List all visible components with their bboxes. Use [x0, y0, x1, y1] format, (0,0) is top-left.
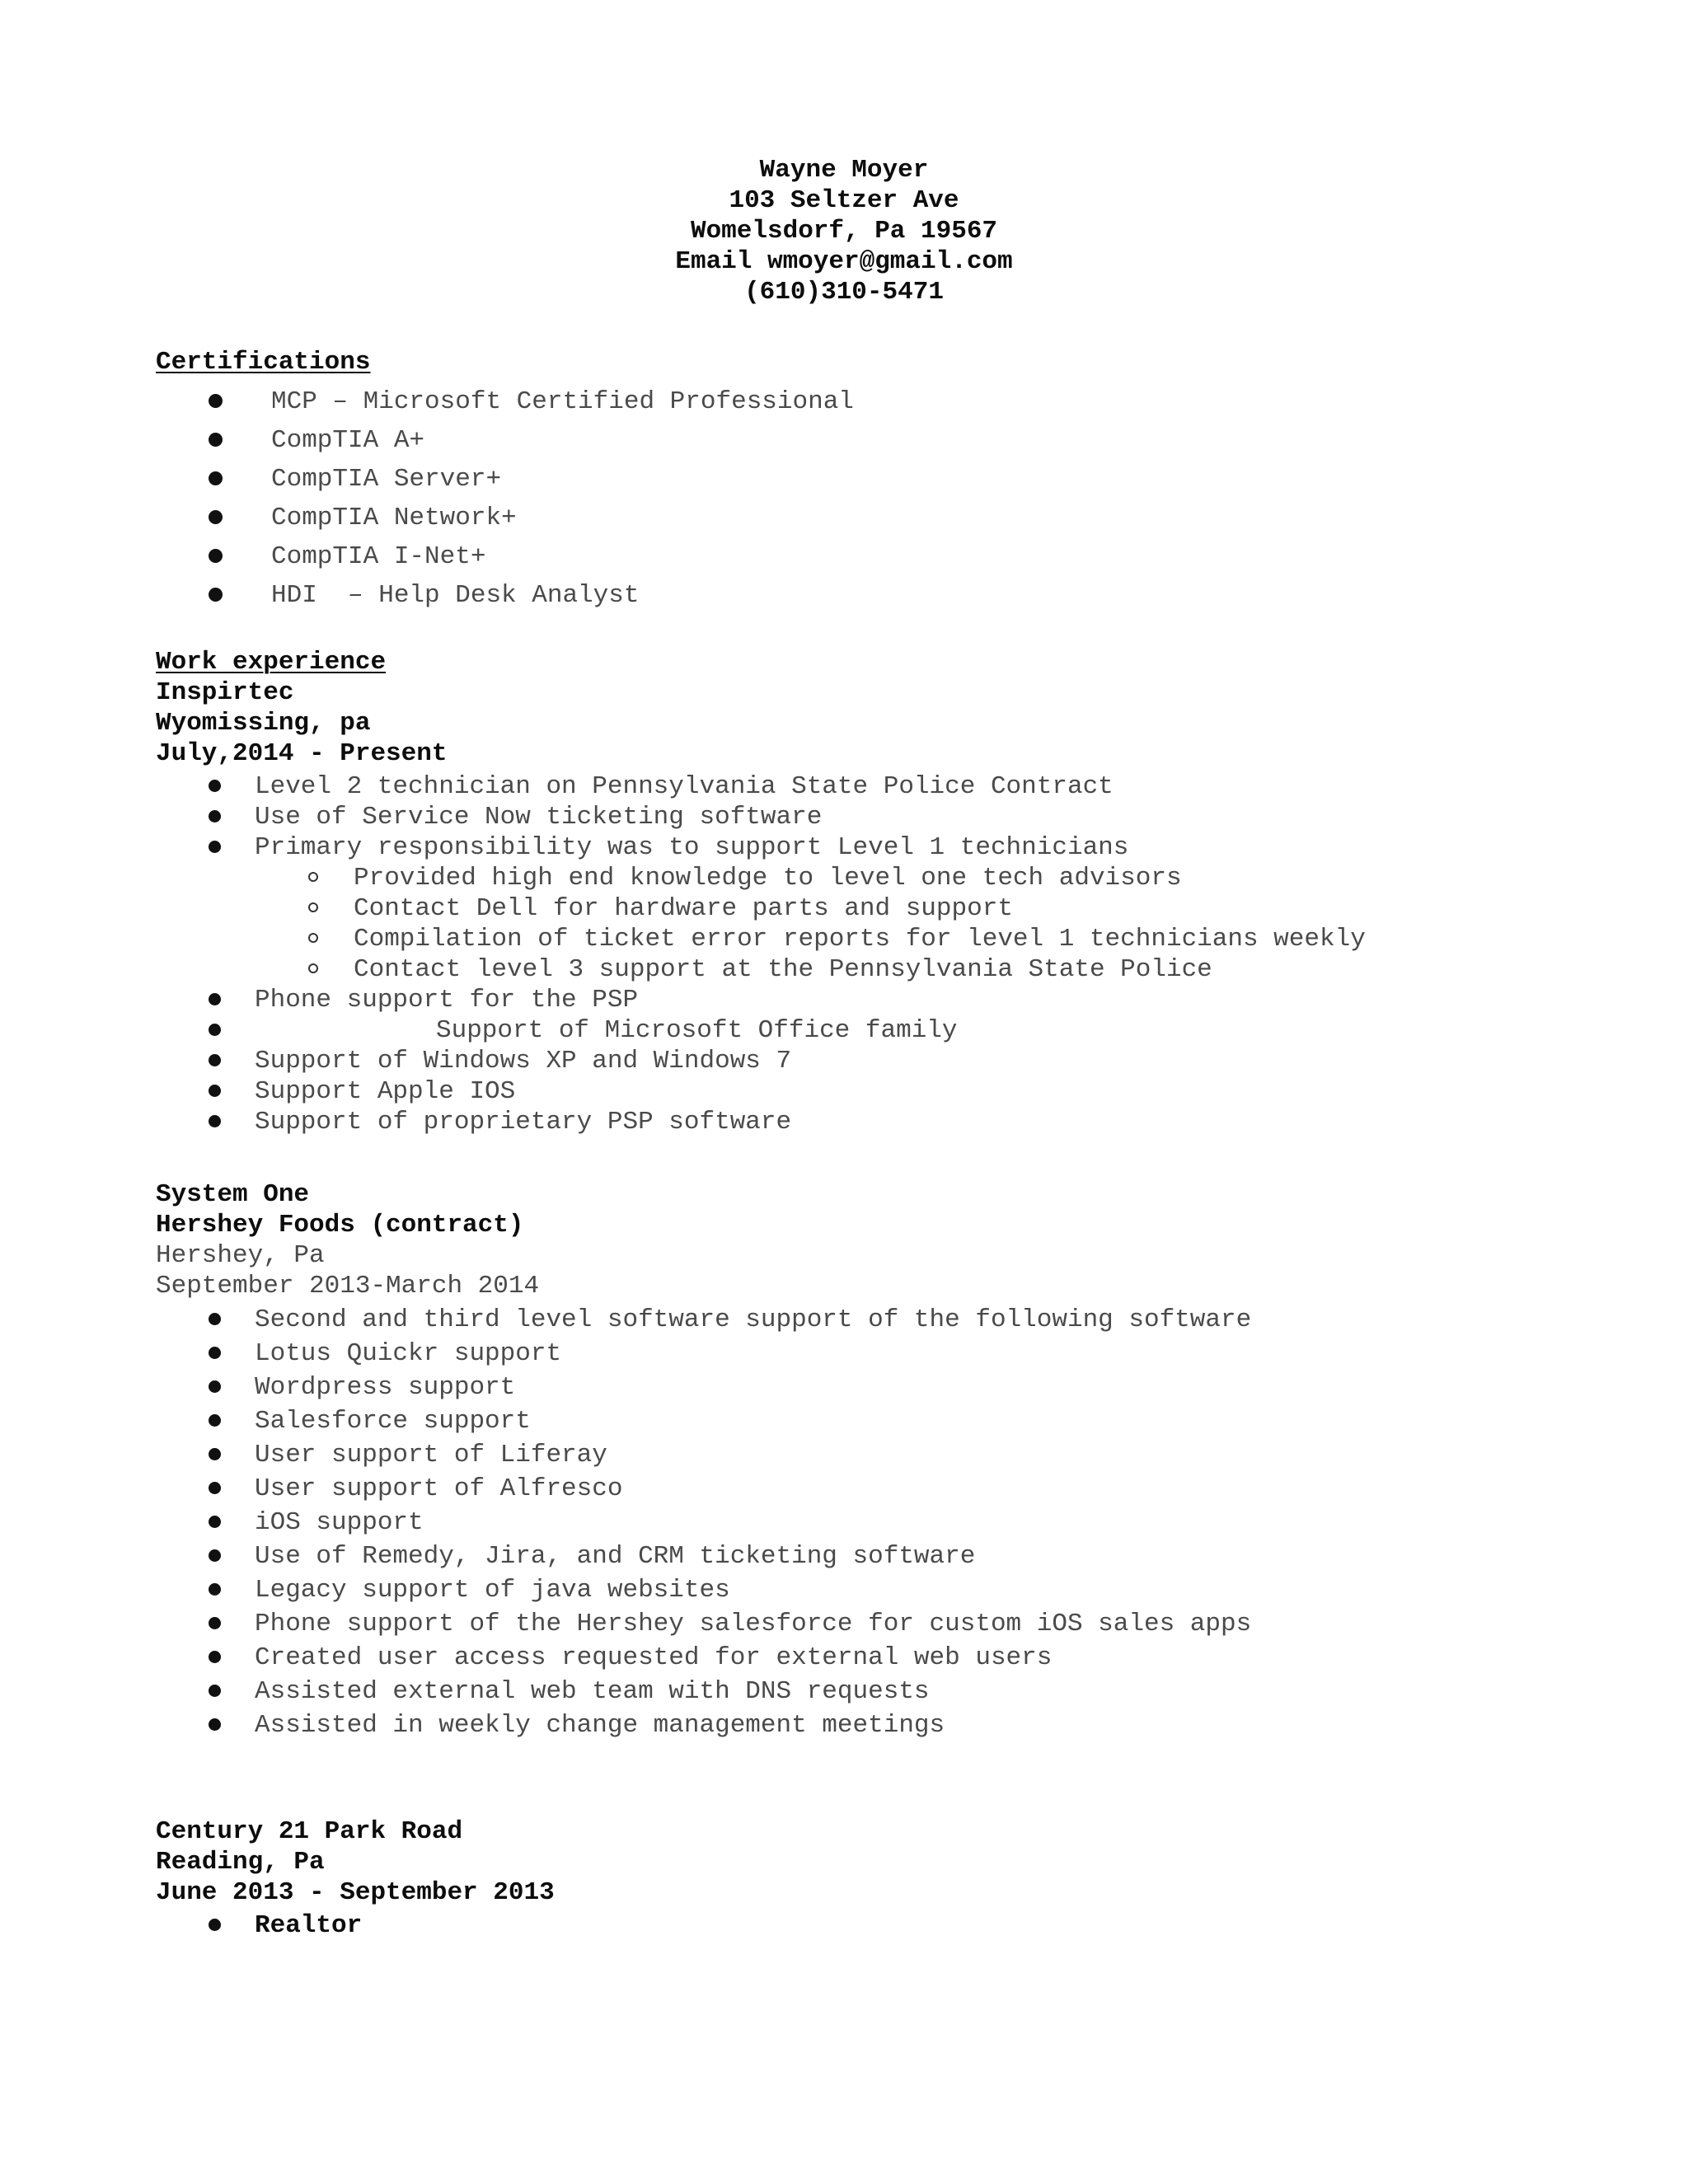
bullet-icon	[209, 1347, 221, 1359]
bullet-icon	[209, 1085, 221, 1097]
bullet-icon	[209, 1516, 221, 1528]
bullet-icon	[209, 780, 221, 792]
hollow-bullet-icon	[308, 872, 318, 882]
job-bullet: User support of Liferay	[255, 1441, 607, 1469]
bullet-icon	[209, 1919, 221, 1931]
city-state-zip: Womelsdorf, Pa 19567	[690, 217, 998, 246]
certification-item: CompTIA I-Net+	[271, 542, 486, 571]
bullet-icon	[209, 1718, 221, 1731]
job-location: Hershey, Pa	[156, 1241, 325, 1270]
job-bullet: Primary responsibility was to support Level 1 technicians	[255, 833, 1129, 862]
certification-item: HDI – Help Desk Analyst	[271, 581, 640, 610]
job-bullet: Phone support of the Hershey salesforce for custom iOS sales apps	[255, 1610, 1252, 1638]
bullet-icon	[209, 1024, 221, 1036]
work-experience-heading: Work experience	[156, 648, 387, 677]
job-bullet: Assisted external web team with DNS requests	[255, 1677, 930, 1706]
bullet-icon	[209, 588, 223, 602]
bullet-icon	[209, 549, 223, 563]
job-sub-bullet: Contact level 3 support at the Pennsylvania State Police	[354, 955, 1212, 984]
certification-item: CompTIA Server+	[271, 465, 502, 494]
bullet-icon	[209, 1549, 221, 1562]
phone-number: (610)310-5471	[744, 278, 944, 307]
bullet-icon	[209, 1448, 221, 1460]
job-bullet: User support of Alfresco	[255, 1474, 623, 1503]
job-bullet: Salesforce support	[255, 1407, 531, 1436]
bullet-icon	[209, 841, 221, 853]
job-bullet: Support Apple IOS	[255, 1077, 516, 1106]
job-bullet: Wordpress support	[255, 1373, 516, 1402]
email-line: Email wmoyer@gmail.com	[675, 247, 1013, 276]
job-bullet: Phone support for the PSP	[255, 986, 639, 1015]
job-bullet: Level 2 technician on Pennsylvania State Police Contract	[255, 772, 1114, 801]
certifications-heading: Certifications	[156, 348, 371, 377]
job-bullet: Lotus Quickr support	[255, 1339, 562, 1368]
bullet-icon	[209, 1414, 221, 1427]
company-name: Inspirtec	[156, 678, 294, 707]
bullet-icon	[209, 1651, 221, 1663]
job-sub-bullet: Compilation of ticket error reports for level 1 technicians weekly	[354, 925, 1366, 954]
job-location: Wyomissing, pa	[156, 709, 371, 738]
job-sub-bullet: Contact Dell for hardware parts and support	[354, 894, 1013, 923]
bullet-icon	[209, 1115, 221, 1127]
bullet-icon	[209, 394, 223, 408]
bullet-icon	[209, 471, 223, 485]
job-bullet: Support of proprietary PSP software	[255, 1108, 792, 1137]
job-bullet: Realtor	[255, 1911, 363, 1940]
hollow-bullet-icon	[308, 963, 318, 973]
job-bullet: Assisted in weekly change management meetings	[255, 1711, 945, 1740]
bullet-icon	[209, 1685, 221, 1697]
job-bullet: iOS support	[255, 1508, 424, 1537]
job-bullet: Second and third level software support of the following software	[255, 1305, 1252, 1334]
job-bullet: Created user access requested for external web users	[255, 1643, 1053, 1672]
job-dates: July,2014 - Present	[156, 739, 448, 768]
job-dates: September 2013-March 2014	[156, 1272, 540, 1301]
company-name: Hershey Foods (contract)	[156, 1211, 524, 1240]
applicant-name: Wayne Moyer	[759, 156, 929, 185]
bullet-icon	[209, 1380, 221, 1393]
street-address: 103 Seltzer Ave	[729, 186, 959, 215]
agency-name: System One	[156, 1180, 310, 1209]
bullet-icon	[209, 510, 223, 524]
bullet-icon	[209, 1617, 221, 1629]
bullet-icon	[209, 1482, 221, 1494]
hollow-bullet-icon	[308, 933, 318, 943]
hollow-bullet-icon	[308, 902, 318, 912]
company-name: Century 21 Park Road	[156, 1817, 463, 1846]
job-bullet: Use of Remedy, Jira, and CRM ticketing software	[255, 1542, 976, 1571]
bullet-icon	[209, 1583, 221, 1596]
job-bullet: Legacy support of java websites	[255, 1576, 730, 1605]
bullet-icon	[209, 1054, 221, 1066]
job-bullet: Support of Microsoft Office family	[436, 1016, 958, 1045]
job-sub-bullet: Provided high end knowledge to level one tech advisors	[354, 864, 1182, 893]
certification-item: MCP – Microsoft Certified Professional	[271, 387, 854, 416]
job-dates: June 2013 - September 2013	[156, 1878, 555, 1907]
bullet-icon	[209, 1313, 221, 1325]
job-location: Reading, Pa	[156, 1848, 325, 1877]
bullet-icon	[209, 810, 221, 823]
job-bullet: Support of Windows XP and Windows 7	[255, 1047, 792, 1076]
job-bullet: Use of Service Now ticketing software	[255, 803, 823, 832]
certification-item: CompTIA A+	[271, 426, 425, 455]
certification-item: CompTIA Network+	[271, 504, 517, 532]
bullet-icon	[209, 993, 221, 1005]
bullet-icon	[209, 433, 223, 447]
